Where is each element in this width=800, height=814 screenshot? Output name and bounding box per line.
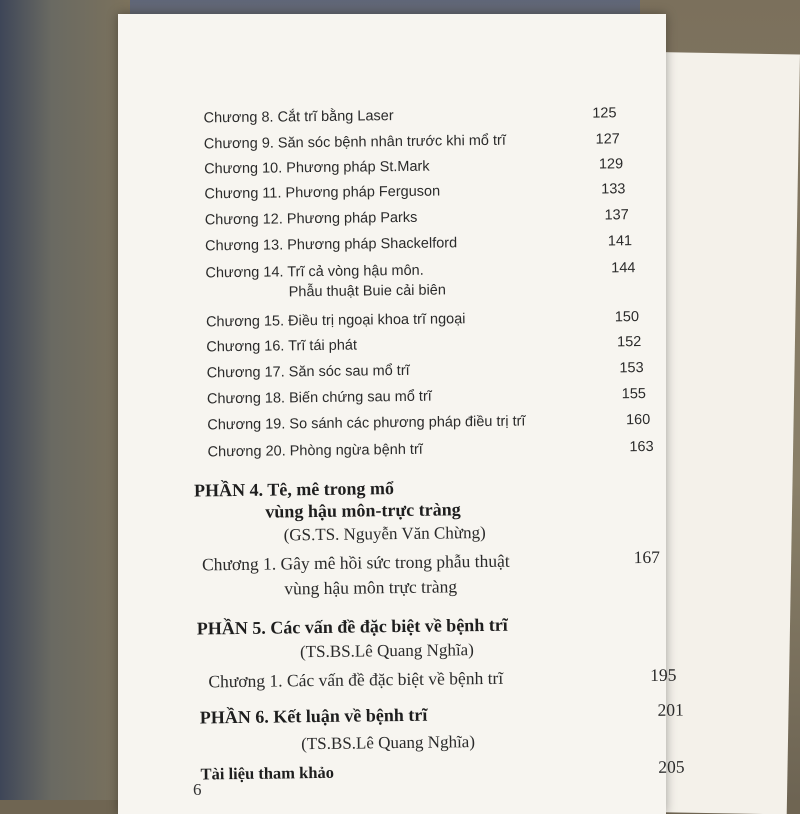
part-5-chapter-page: 195 [650, 664, 677, 685]
toc-entry-page: 133 [601, 181, 626, 198]
toc-entry-label: Chương 16. Trĩ tái phát [206, 337, 358, 356]
toc-entry-label: Chương 11. Phương pháp Ferguson [204, 183, 441, 203]
toc-entry-label: Chương 20. Phòng ngừa bệnh trĩ [207, 441, 423, 461]
toc-entry-label: Phẫu thuật Buie cải biên [288, 282, 446, 301]
part-4-chapter-page: 167 [633, 546, 661, 568]
part-5-title: PHẦN 5. Các vấn đề đặc biệt về bệnh trĩ [196, 614, 508, 639]
toc-entry-page: 155 [621, 385, 647, 403]
part-5-chapter-label: Chương 1. Các vấn đề đặc biệt về bệnh trĩ [208, 667, 504, 692]
toc-entry-page: 127 [595, 131, 620, 148]
toc-entry-page: 125 [592, 105, 617, 122]
toc-entry-label: Chương 8. Cắt trĩ bằng Laser [203, 108, 394, 127]
part-4-chapter-label: Chương 1. Gây mê hồi sức trong phẫu thuật [201, 550, 510, 575]
toc-entry-page: 163 [629, 438, 654, 456]
toc-entry-page: 160 [625, 411, 651, 429]
toc-entry-page: 152 [617, 334, 642, 351]
part-5-author: (TS.BS.Lê Quang Nghĩa) [299, 640, 474, 662]
toc-entry-page: 137 [604, 207, 629, 224]
toc-entry-label: Chương 18. Biến chứng sau mổ trĩ [206, 388, 432, 408]
toc-entry-page: 153 [619, 360, 644, 377]
toc-entry-label: Chương 12. Phương pháp Parks [204, 209, 418, 229]
part-4-chapter-cont: vùng hậu môn trực tràng [284, 576, 458, 599]
references-label: Tài liệu tham khảo [200, 762, 335, 784]
toc-entry-label: Chương 13. Phương pháp Shackelford [205, 235, 458, 255]
references-page: 205 [658, 756, 685, 777]
part-6-author: (TS.BS.Lê Quang Nghĩa) [301, 732, 476, 754]
toc-entry-label: Chương 14. Trĩ cả vòng hậu môn. [205, 262, 424, 282]
toc-entry-label: Chương 19. So sánh các phương pháp điều trị trĩ [207, 413, 526, 434]
part-4-title: PHẦN 4. Tê, mê trong mổ [193, 478, 395, 501]
part-4-title-cont: vùng hậu môn-trực tràng [265, 499, 461, 522]
toc-entry-label: Chương 15. Điều trị ngoại khoa trĩ ngoại [205, 311, 466, 331]
toc-entry-label: Chương 9. Săn sóc bệnh nhân trước khi mổ trĩ [203, 132, 506, 153]
toc-entry-label: Chương 10. Phương pháp St.Mark [204, 158, 430, 178]
part-6-page: 201 [657, 699, 684, 720]
page-number: 6 [193, 780, 202, 799]
toc-entry-label: Chương 17. Săn sóc sau mổ trĩ [206, 362, 410, 382]
toc-entry-page: 150 [614, 309, 640, 326]
toc-entry-page: 141 [607, 233, 633, 250]
toc-entry-page: 144 [611, 260, 636, 277]
toc-entry-page: 129 [598, 156, 624, 173]
part-4-author: (GS.TS. Nguyễn Văn Chừng) [283, 522, 486, 545]
part-6-title: PHẦN 6. Kết luận về bệnh trĩ [199, 704, 428, 728]
